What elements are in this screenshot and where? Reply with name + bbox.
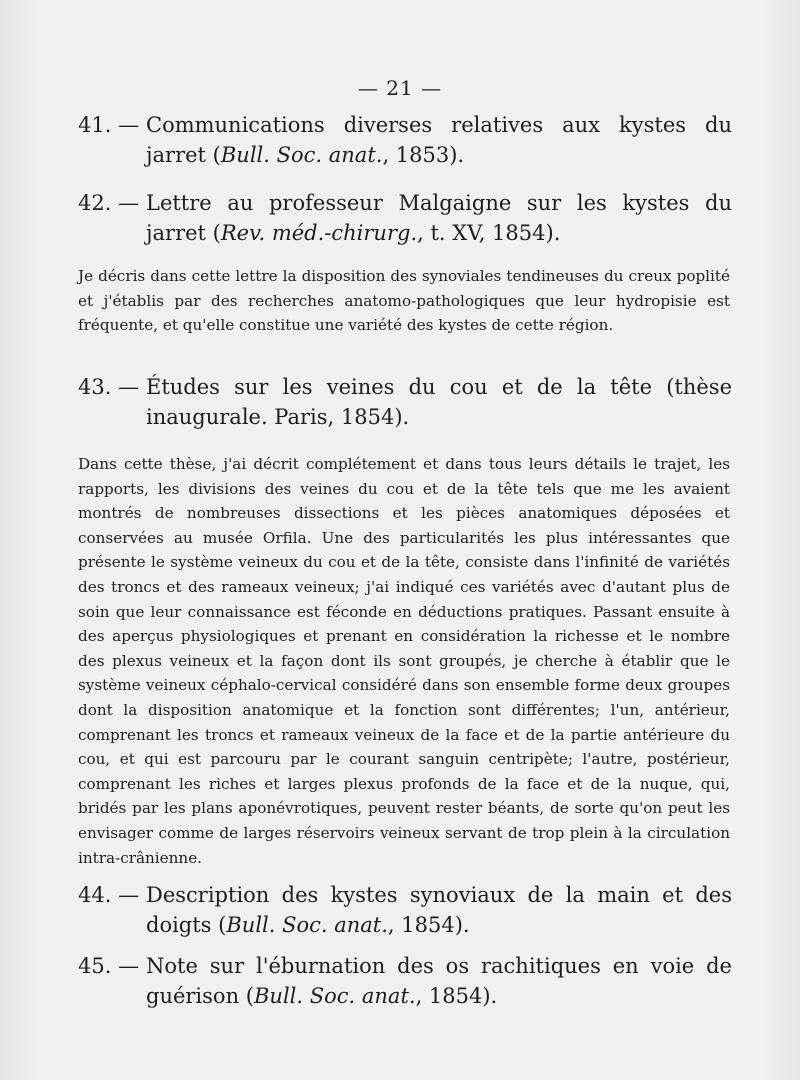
entry-45 — [78, 951, 732, 1011]
entry-ref-rest: , t. XV, 1854). — [417, 221, 561, 245]
entry-ref-rest: , 1853). — [382, 143, 465, 167]
entry-title: Lettre au professeur Malgaigne sur les kystes du jarret — [146, 191, 732, 245]
description-text: Dans cette thèse, j'ai décrit complétement et dans tous leurs détails le trajet, les rapports, les divisions des veines du cou et de la tête tels que me les avaient montrés de nombreuses dissections et les pièces anatomiques déposées et conservées au musée Orfila. Une des particularités les plus intéressantes que présente le système veineux du cou et de la tête, consiste dans l'infinité de variétés des troncs et des rameaux veineux; j'ai indiqué ces variétés avec d'autant plus de soin que leur connaissance est féconde en déductions pratiques. Passant ensuite à des aperçus physiologiques et prenant en considération la richesse et le nombre des plexus veineux et la façon dont ils sont groupés, je cherche à établir que le système veineux céphalo-cervical considéré dans son ensemble forme deux groupes dont la disposition anatomique et la fonction sont différentes; l'un, antérieur, comprenant les troncs et rameaux veineux de la face et de la partie antérieure du cou, et qui est parcouru par le courant sanguin centripète; l'autre, postérieur, comprenant les riches et larges plexus profonds de la face et de la nuque, qui, bridés par les plans aponévrotiques, peuvent rester béants, de sorte qu'on peut les envisager comme de larges réservoirs veineux servant de trop plein à la circulation intra-crânienne. — [78, 455, 730, 867]
entry-43-description — [78, 452, 730, 870]
page-number: — 21 — — [357, 76, 443, 100]
entry-heading — [78, 372, 732, 432]
entry-ref-journal: Rev. méd.-chirurg. — [220, 221, 418, 245]
description-text: Je décris dans cette lettre la disposition des synoviales tendineuses du creux poplité et j'établis par des recherches anatomo-pathologiques que leur hydropisie est fréquente, et qu'elle constitue une variété des kystes de cette région. — [78, 267, 730, 335]
entry-number: 44. — — [78, 883, 140, 907]
entry-ref-open: ( — [212, 143, 221, 167]
entry-44 — [78, 880, 732, 940]
entry-43 — [78, 372, 732, 432]
entry-title: Communications diverses relatives aux kystes du jarret — [146, 113, 732, 167]
entry-42-description — [78, 264, 730, 338]
entry-heading — [78, 951, 732, 1011]
entry-ref-journal: Bull. Soc. anat. — [226, 913, 388, 937]
entry-ref-rest: , 1854). — [387, 913, 470, 937]
entry-41 — [78, 110, 732, 170]
entry-ref-open: ( — [245, 984, 254, 1008]
entry-title: Description des kystes synoviaux de la main et des doigts — [146, 883, 732, 937]
entry-title: Études sur les veines du cou et de la tête (thèse inaugurale. Paris, 1854). — [146, 375, 732, 429]
entry-heading — [78, 110, 732, 170]
entry-42 — [78, 188, 732, 248]
entry-heading — [78, 188, 732, 248]
entry-ref-journal: Bull. Soc. anat. — [220, 143, 383, 167]
entry-number: 43. — — [78, 375, 140, 399]
entry-ref-open: ( — [212, 221, 221, 245]
entry-number: 41. — — [78, 113, 140, 137]
entry-ref-journal: Bull. Soc. anat. — [254, 984, 416, 1008]
entry-number: 45. — — [78, 954, 140, 978]
entry-heading — [78, 880, 732, 940]
entry-ref-open: ( — [218, 913, 227, 937]
entry-number: 42. — — [78, 191, 140, 215]
entry-ref-rest: , 1854). — [415, 984, 498, 1008]
entry-title: Note sur l'éburnation des os rachitiques en voie de guérison — [146, 954, 732, 1008]
